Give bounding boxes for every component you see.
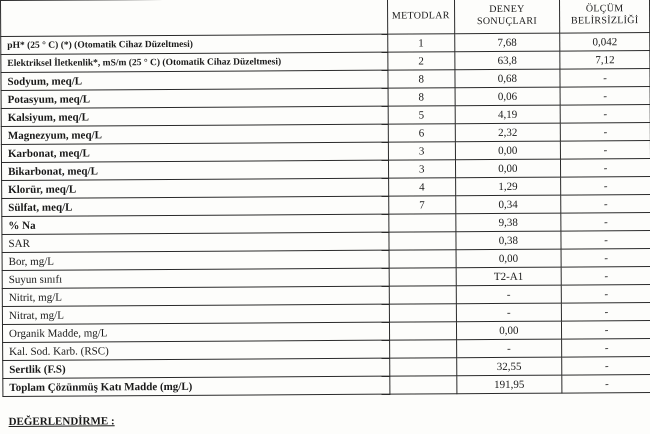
param-cell: Magnezyum, meq/L bbox=[1, 124, 388, 144]
method-cell: 1 bbox=[388, 34, 455, 52]
param-cell: Suyun sınıfı bbox=[2, 268, 389, 288]
evaluation-heading: DEĞERLENDİRME : bbox=[8, 415, 115, 428]
result-cell: 0,06 bbox=[455, 87, 561, 106]
uncertainty-cell: - bbox=[562, 375, 650, 394]
method-cell: 7 bbox=[389, 196, 456, 214]
result-cell: 0,34 bbox=[455, 195, 561, 214]
uncertainty-cell: - bbox=[561, 177, 650, 196]
result-cell: - bbox=[456, 285, 562, 304]
result-cell: 0,00 bbox=[455, 141, 561, 160]
uncertainty-cell: - bbox=[560, 123, 650, 142]
param-cell: Bor, mg/L bbox=[2, 250, 389, 270]
method-cell: 3 bbox=[388, 160, 455, 178]
method-cell bbox=[390, 376, 457, 394]
param-cell: Sertlik (F.S) bbox=[3, 358, 390, 378]
table-body bbox=[1, 33, 650, 397]
uncertainty-cell: - bbox=[562, 339, 650, 358]
param-cell: Organik Madde, mg/L bbox=[2, 322, 389, 342]
uncertainty-cell: - bbox=[561, 267, 650, 286]
result-cell: 191,95 bbox=[456, 375, 562, 394]
uncertainty-cell: - bbox=[560, 69, 650, 88]
result-cell: 0,38 bbox=[456, 231, 562, 250]
result-cell: 1,29 bbox=[455, 177, 561, 196]
method-cell bbox=[389, 286, 456, 304]
uncertainty-cell: - bbox=[561, 195, 650, 214]
method-cell: 6 bbox=[388, 124, 455, 142]
result-cell: 0,00 bbox=[455, 159, 561, 178]
param-cell: Nitrit, mg/L bbox=[2, 286, 389, 306]
param-cell: Klorür, meq/L bbox=[2, 178, 389, 198]
result-cell: 0,68 bbox=[455, 69, 561, 88]
param-cell: Bikarbonat, meq/L bbox=[1, 160, 388, 180]
method-cell: 2 bbox=[388, 52, 455, 70]
header-uncertainty-line2: BELİRSİZLİĞİ bbox=[570, 14, 639, 27]
result-cell: 4,19 bbox=[455, 105, 561, 124]
method-cell bbox=[389, 322, 456, 340]
param-cell: Kal. Sod. Karb. (RSC) bbox=[3, 340, 390, 360]
method-cell bbox=[389, 268, 456, 286]
param-cell: Potasyum, meq/L bbox=[1, 88, 388, 108]
uncertainty-cell: - bbox=[561, 231, 650, 250]
result-cell: 63,8 bbox=[454, 51, 560, 70]
method-cell: 5 bbox=[388, 106, 455, 124]
uncertainty-cell: - bbox=[560, 87, 650, 106]
uncertainty-cell: 0,042 bbox=[560, 33, 650, 52]
method-cell bbox=[389, 358, 456, 376]
param-cell: Nitrat, mg/L bbox=[2, 304, 389, 324]
header-parameter bbox=[1, 0, 388, 36]
method-cell: 8 bbox=[388, 88, 455, 106]
param-cell: SAR bbox=[2, 232, 389, 252]
result-cell: - bbox=[456, 339, 562, 358]
header-uncertainty bbox=[560, 0, 650, 33]
method-cell: 3 bbox=[388, 142, 455, 160]
param-cell: Sülfat, meq/L bbox=[2, 196, 389, 216]
method-cell bbox=[389, 232, 456, 250]
uncertainty-cell: - bbox=[561, 213, 650, 232]
param-cell: Sodyum, meq/L bbox=[1, 70, 388, 90]
result-cell: - bbox=[456, 303, 562, 322]
result-cell: 9,38 bbox=[455, 213, 561, 232]
method-cell: 4 bbox=[388, 178, 455, 196]
method-cell bbox=[389, 214, 456, 232]
uncertainty-cell: - bbox=[561, 249, 650, 268]
header-method: METODLAR bbox=[387, 0, 454, 34]
param-cell: Kalsiyum, meq/L bbox=[1, 106, 388, 126]
param-cell: Elektriksel İletkenlik*, mS/m (25 ° C) (Otomatik Cihaz Düzeltmesi) bbox=[1, 52, 388, 72]
uncertainty-cell: - bbox=[561, 159, 650, 178]
method-cell: 8 bbox=[388, 70, 455, 88]
param-cell: Karbonat, meq/L bbox=[1, 142, 388, 162]
result-cell: 32,55 bbox=[456, 357, 562, 376]
result-cell: T2-A1 bbox=[456, 267, 562, 286]
uncertainty-cell: 7,12 bbox=[560, 51, 650, 70]
table-row bbox=[3, 375, 650, 397]
param-cell: % Na bbox=[2, 214, 389, 234]
table-header-row bbox=[1, 0, 650, 36]
method-cell bbox=[389, 340, 456, 358]
uncertainty-cell: - bbox=[562, 321, 650, 340]
result-cell: 2,32 bbox=[455, 123, 561, 142]
result-cell: 0,00 bbox=[456, 249, 562, 268]
param-cell: Toplam Çözünmüş Katı Madde (mg/L) bbox=[3, 376, 390, 396]
uncertainty-cell: - bbox=[561, 285, 650, 304]
uncertainty-cell: - bbox=[561, 141, 650, 160]
uncertainty-cell: - bbox=[562, 303, 650, 322]
param-cell: pH* (25 ° C) (*) (Otomatik Cihaz Düzeltmesi) bbox=[1, 34, 388, 54]
method-cell bbox=[389, 304, 456, 322]
uncertainty-cell: - bbox=[560, 105, 650, 124]
uncertainty-cell: - bbox=[562, 357, 650, 376]
header-uncertainty-line1: ÖLÇÜM bbox=[585, 2, 624, 14]
header-results-line1: DENEY bbox=[489, 3, 525, 15]
header-results bbox=[454, 0, 560, 34]
header-results-line2: SONUÇLARI bbox=[476, 15, 537, 27]
result-cell: 0,00 bbox=[456, 321, 562, 340]
result-cell: 7,68 bbox=[454, 33, 560, 52]
method-cell bbox=[389, 250, 456, 268]
